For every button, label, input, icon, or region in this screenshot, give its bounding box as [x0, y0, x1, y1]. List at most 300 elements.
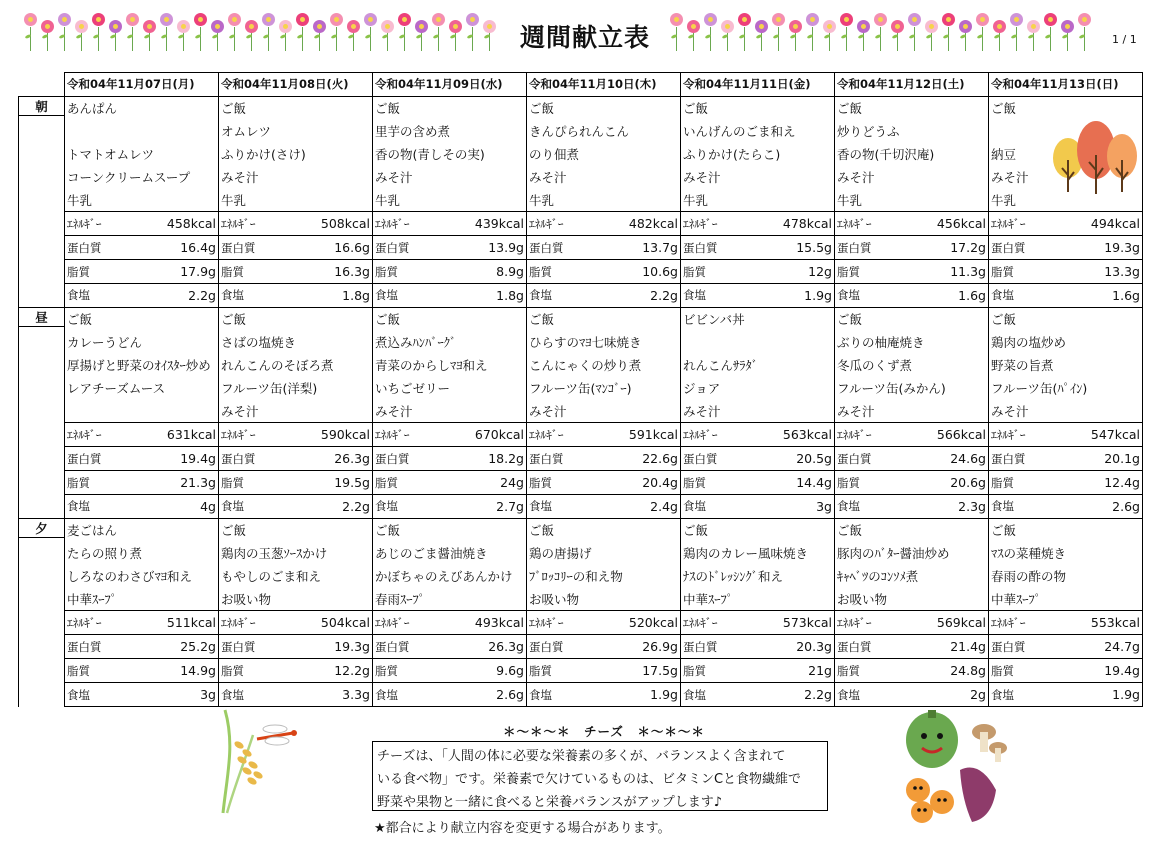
salt-value: 2.3g — [911, 495, 989, 519]
dish-item: お吸い物 — [219, 588, 373, 611]
flower-icon — [209, 10, 226, 52]
dish-item: 香の物(青しその実) — [373, 143, 527, 166]
energy-label: ｴﾈﾙｷﾞｰ — [219, 423, 295, 447]
salt-value: 1.6g — [1065, 284, 1143, 308]
protein-value: 18.2g — [449, 447, 527, 471]
dish-item: 牛乳 — [989, 188, 1143, 211]
fat-value: 20.6g — [911, 471, 989, 495]
dish-item: みそ汁 — [527, 166, 681, 189]
energy-value: 494kcal — [1065, 212, 1143, 236]
fat-label: 脂質 — [835, 260, 911, 284]
energy-label: ｴﾈﾙｷﾞｰ — [681, 423, 757, 447]
protein-value: 24.7g — [1065, 635, 1143, 659]
energy-value: 456kcal — [911, 212, 989, 236]
energy-value: 573kcal — [757, 611, 835, 635]
salt-value: 2.6g — [449, 683, 527, 707]
protein-value: 25.2g — [141, 635, 219, 659]
flower-icon — [804, 10, 821, 52]
salt-value: 2.6g — [1065, 495, 1143, 519]
fat-value: 14.9g — [141, 659, 219, 683]
energy-value: 458kcal — [141, 212, 219, 236]
dish-item: ご飯 — [989, 96, 1143, 119]
flower-icon — [702, 10, 719, 52]
protein-value: 20.5g — [757, 447, 835, 471]
dish-item: れんこんｻﾗﾀﾞ — [681, 354, 835, 377]
dish-item: 鶏肉の玉葱ｿｰｽかけ — [219, 542, 373, 565]
meal-label-cell — [19, 96, 65, 307]
dish-item: みそ汁 — [373, 166, 527, 189]
flower-icon — [872, 10, 889, 52]
dish-item: フルーツ缶(みかん) — [835, 377, 989, 400]
protein-label: 蛋白質 — [835, 635, 911, 659]
flower-icon — [906, 10, 923, 52]
flower-icon — [243, 10, 260, 52]
energy-label: ｴﾈﾙｷﾞｰ — [65, 423, 141, 447]
fat-value: 20.4g — [603, 471, 681, 495]
salt-label: 食塩 — [527, 495, 603, 519]
day-header: 令和04年11月07日(月) — [65, 73, 219, 97]
dish-item: 鶏の唐揚げ — [527, 542, 681, 565]
flower-icon — [379, 10, 396, 52]
flower-icon — [719, 10, 736, 52]
flower-border-left — [22, 10, 498, 52]
flower-icon — [158, 10, 175, 52]
dish-item: みそ汁 — [835, 399, 989, 422]
protein-label: 蛋白質 — [373, 236, 449, 260]
protein-value: 26.3g — [295, 447, 373, 471]
energy-value: 482kcal — [603, 212, 681, 236]
salt-value: 3.3g — [295, 683, 373, 707]
salt-value: 1.6g — [911, 284, 989, 308]
energy-label: ｴﾈﾙｷﾞｰ — [65, 212, 141, 236]
dish-item: ご飯 — [681, 96, 835, 119]
fat-label: 脂質 — [989, 471, 1065, 495]
energy-label: ｴﾈﾙｷﾞｰ — [373, 212, 449, 236]
energy-label: ｴﾈﾙｷﾞｰ — [527, 611, 603, 635]
dish-item: 中華ｽｰﾌﾟ — [65, 588, 219, 611]
fat-value: 14.4g — [757, 471, 835, 495]
dish-item: こんにゃくの炒り煮 — [527, 354, 681, 377]
flower-icon — [362, 10, 379, 52]
salt-value: 2.7g — [449, 495, 527, 519]
dish-item: ご飯 — [65, 307, 219, 330]
fat-label: 脂質 — [681, 659, 757, 683]
fat-label: 脂質 — [373, 659, 449, 683]
protein-value: 13.7g — [603, 236, 681, 260]
dish-item: みそ汁 — [989, 399, 1143, 422]
flower-icon — [838, 10, 855, 52]
flower-icon — [124, 10, 141, 52]
protein-label: 蛋白質 — [65, 447, 141, 471]
flower-icon — [430, 10, 447, 52]
dish-item: 春雨の酢の物 — [989, 565, 1143, 588]
salt-label: 食塩 — [681, 683, 757, 707]
dish-item: あじのごま醤油焼き — [373, 542, 527, 565]
fat-label: 脂質 — [989, 659, 1065, 683]
energy-label: ｴﾈﾙｷﾞｰ — [373, 423, 449, 447]
flower-icon — [1059, 10, 1076, 52]
dish-item: ジョア — [681, 377, 835, 400]
energy-label: ｴﾈﾙｷﾞｰ — [989, 423, 1065, 447]
fat-label: 脂質 — [835, 471, 911, 495]
energy-value: 439kcal — [449, 212, 527, 236]
flower-icon — [668, 10, 685, 52]
dish-item: 鶏肉のカレー風味焼き — [681, 542, 835, 565]
dish-item: お吸い物 — [527, 588, 681, 611]
salt-label: 食塩 — [527, 284, 603, 308]
dish-item: ご飯 — [219, 518, 373, 541]
fat-label: 脂質 — [373, 471, 449, 495]
dish-item: ご飯 — [219, 96, 373, 119]
energy-value: 591kcal — [603, 423, 681, 447]
fat-label: 脂質 — [65, 471, 141, 495]
flower-icon — [311, 10, 328, 52]
energy-value: 563kcal — [757, 423, 835, 447]
flower-icon — [107, 10, 124, 52]
fat-value: 13.3g — [1065, 260, 1143, 284]
energy-value: 590kcal — [295, 423, 373, 447]
flower-icon — [787, 10, 804, 52]
dish-item: フルーツ缶(洋梨) — [219, 377, 373, 400]
protein-value: 13.9g — [449, 236, 527, 260]
salt-value: 1.9g — [603, 683, 681, 707]
flower-icon — [1025, 10, 1042, 52]
day-header: 令和04年11月08日(火) — [219, 73, 373, 97]
rice-and-dragonfly-icon — [195, 705, 305, 815]
flower-icon — [345, 10, 362, 52]
dish-item: ご飯 — [219, 307, 373, 330]
meal-label: 朝 — [19, 97, 64, 116]
energy-label: ｴﾈﾙｷﾞｰ — [219, 611, 295, 635]
energy-value: 547kcal — [1065, 423, 1143, 447]
fat-value: 8.9g — [449, 260, 527, 284]
dish-item: 牛乳 — [65, 188, 219, 211]
dish-item: みそ汁 — [681, 399, 835, 422]
fat-label: 脂質 — [65, 659, 141, 683]
protein-label: 蛋白質 — [681, 635, 757, 659]
protein-value: 17.2g — [911, 236, 989, 260]
salt-value: 2.2g — [757, 683, 835, 707]
flower-icon — [260, 10, 277, 52]
dish-item: みそ汁 — [219, 166, 373, 189]
flower-icon — [90, 10, 107, 52]
flower-icon — [22, 10, 39, 52]
salt-value: 1.8g — [295, 284, 373, 308]
dish-item: ご飯 — [527, 96, 681, 119]
salt-label: 食塩 — [219, 284, 295, 308]
table-corner — [19, 73, 65, 97]
dish-item — [65, 120, 219, 143]
flower-icon — [974, 10, 991, 52]
salt-label: 食塩 — [65, 495, 141, 519]
dish-item: 春雨ｽｰﾌﾟ — [373, 588, 527, 611]
energy-value: 553kcal — [1065, 611, 1143, 635]
fat-value: 17.5g — [603, 659, 681, 683]
salt-label: 食塩 — [373, 284, 449, 308]
meal-label-cell — [19, 518, 65, 706]
protein-value: 19.4g — [141, 447, 219, 471]
energy-value: 569kcal — [911, 611, 989, 635]
footer-note: ★都合により献立内容を変更する場合があります。 — [374, 821, 671, 836]
fat-label: 脂質 — [65, 260, 141, 284]
protein-label: 蛋白質 — [681, 236, 757, 260]
salt-value: 3g — [757, 495, 835, 519]
dish-item: れんこんのそぼろ煮 — [219, 354, 373, 377]
fat-value: 21g — [757, 659, 835, 683]
energy-label: ｴﾈﾙｷﾞｰ — [681, 212, 757, 236]
fat-value: 12g — [757, 260, 835, 284]
note-box — [372, 741, 828, 811]
dish-item: みそ汁 — [219, 399, 373, 422]
flower-icon — [39, 10, 56, 52]
flower-icon — [940, 10, 957, 52]
dish-item: 煮込みﾊﾝﾊﾞｰｸﾞ — [373, 331, 527, 354]
flower-icon — [855, 10, 872, 52]
dish-item: さばの塩焼き — [219, 331, 373, 354]
fat-label: 脂質 — [989, 260, 1065, 284]
dish-item: しろなのわさびﾏﾖ和え — [65, 565, 219, 588]
day-header: 令和04年11月12日(土) — [835, 73, 989, 97]
day-header: 令和04年11月10日(木) — [527, 73, 681, 97]
protein-value: 19.3g — [1065, 236, 1143, 260]
fat-label: 脂質 — [681, 260, 757, 284]
protein-value: 20.1g — [1065, 447, 1143, 471]
energy-label: ｴﾈﾙｷﾞｰ — [527, 212, 603, 236]
flower-icon — [328, 10, 345, 52]
salt-label: 食塩 — [989, 284, 1065, 308]
flower-icon — [736, 10, 753, 52]
flower-icon — [991, 10, 1008, 52]
fat-value: 24g — [449, 471, 527, 495]
flower-icon — [1076, 10, 1093, 52]
salt-label: 食塩 — [65, 284, 141, 308]
flower-icon — [294, 10, 311, 52]
dish-item: ご飯 — [373, 307, 527, 330]
protein-value: 24.6g — [911, 447, 989, 471]
dish-item: オムレツ — [219, 120, 373, 143]
dish-item: ひらすのﾏﾖ七味焼き — [527, 331, 681, 354]
protein-value: 16.6g — [295, 236, 373, 260]
dish-item: 炒りどうふ — [835, 120, 989, 143]
flower-icon — [73, 10, 90, 52]
protein-label: 蛋白質 — [527, 635, 603, 659]
energy-value: 508kcal — [295, 212, 373, 236]
dish-item: ご飯 — [527, 518, 681, 541]
flower-icon — [277, 10, 294, 52]
dish-item: 納豆 — [989, 143, 1143, 166]
fat-value: 16.3g — [295, 260, 373, 284]
fat-value: 11.3g — [911, 260, 989, 284]
dish-item: ご飯 — [835, 307, 989, 330]
autumn-trees-icon — [1050, 120, 1140, 195]
flower-icon — [396, 10, 413, 52]
fat-label: 脂質 — [835, 659, 911, 683]
salt-value: 2.4g — [603, 495, 681, 519]
dish-item: 牛乳 — [527, 188, 681, 211]
fat-label: 脂質 — [527, 659, 603, 683]
meal-label-cell — [19, 307, 65, 518]
dish-item: ぶりの柚庵焼き — [835, 331, 989, 354]
dish-item: あんぱん — [65, 96, 219, 119]
flower-icon — [175, 10, 192, 52]
salt-value: 2g — [911, 683, 989, 707]
dish-item: 豚肉のﾊﾞﾀｰ醤油炒め — [835, 542, 989, 565]
vegetables-icon — [900, 710, 1010, 825]
dish-item: きんぴられんこん — [527, 120, 681, 143]
dish-item: トマトオムレツ — [65, 143, 219, 166]
dish-item: ﾏｽの菜種焼き — [989, 542, 1143, 565]
flower-icon — [226, 10, 243, 52]
protein-label: 蛋白質 — [373, 635, 449, 659]
dish-item: のり佃煮 — [527, 143, 681, 166]
dish-item: フルーツ缶(ﾊﾟｲﾝ) — [989, 377, 1143, 400]
protein-value: 22.6g — [603, 447, 681, 471]
protein-label: 蛋白質 — [527, 447, 603, 471]
protein-value: 19.3g — [295, 635, 373, 659]
salt-value: 4g — [141, 495, 219, 519]
page-title: 週間献立表 — [519, 23, 650, 52]
protein-label: 蛋白質 — [527, 236, 603, 260]
salt-value: 2.2g — [603, 284, 681, 308]
protein-value: 15.5g — [757, 236, 835, 260]
fat-label: 脂質 — [527, 471, 603, 495]
dish-item: いんげんのごま和え — [681, 120, 835, 143]
protein-value: 20.3g — [757, 635, 835, 659]
note-line: チーズは、「人間の体に必要な栄養素の多くが、バランスよく含まれて — [377, 749, 786, 764]
dish-item: みそ汁 — [835, 166, 989, 189]
protein-label: 蛋白質 — [835, 236, 911, 260]
dish-item: ご飯 — [681, 518, 835, 541]
dish-item: ふりかけ(たらこ) — [681, 143, 835, 166]
dish-item: みそ汁 — [989, 166, 1143, 189]
dish-item: いちごゼリー — [373, 377, 527, 400]
note-line: いる食べ物」です。栄養素で欠けているものは、ビタミンCと食物繊維で — [377, 772, 802, 787]
fat-value: 19.5g — [295, 471, 373, 495]
protein-label: 蛋白質 — [219, 635, 295, 659]
flower-icon — [56, 10, 73, 52]
dish-item: 鶏肉の塩炒め — [989, 331, 1143, 354]
salt-label: 食塩 — [373, 683, 449, 707]
dish-item: 野菜の旨煮 — [989, 354, 1143, 377]
flower-icon — [1042, 10, 1059, 52]
dish-item: ｷｬﾍﾞﾂのｺﾝｿﾒ煮 — [835, 565, 989, 588]
protein-label: 蛋白質 — [373, 447, 449, 471]
energy-value: 478kcal — [757, 212, 835, 236]
dish-item: かぼちゃのえびあんかけ — [373, 565, 527, 588]
salt-label: 食塩 — [835, 284, 911, 308]
protein-label: 蛋白質 — [65, 635, 141, 659]
weekly-menu-table — [18, 72, 1143, 707]
dish-item: フルーツ缶(ﾏﾝｺﾞｰ) — [527, 377, 681, 400]
dish-item: 牛乳 — [835, 188, 989, 211]
flower-icon — [481, 10, 498, 52]
fat-value: 9.6g — [449, 659, 527, 683]
dish-item — [681, 331, 835, 354]
note-title: ＊～＊～＊ チーズ ＊～＊～＊ — [503, 724, 705, 739]
dish-item: みそ汁 — [373, 399, 527, 422]
fat-value: 10.6g — [603, 260, 681, 284]
dish-item: たらの照り煮 — [65, 542, 219, 565]
salt-label: 食塩 — [989, 683, 1065, 707]
energy-label: ｴﾈﾙｷﾞｰ — [373, 611, 449, 635]
dish-item: 香の物(千切沢庵) — [835, 143, 989, 166]
fat-value: 19.4g — [1065, 659, 1143, 683]
salt-label: 食塩 — [373, 495, 449, 519]
energy-value: 566kcal — [911, 423, 989, 447]
page-number: 1 / 1 — [1112, 33, 1137, 46]
energy-label: ｴﾈﾙｷﾞｰ — [681, 611, 757, 635]
day-header: 令和04年11月13日(日) — [989, 73, 1143, 97]
dish-item: 牛乳 — [373, 188, 527, 211]
fat-label: 脂質 — [681, 471, 757, 495]
flower-icon — [413, 10, 430, 52]
salt-value: 1.9g — [757, 284, 835, 308]
dish-item: ご飯 — [835, 96, 989, 119]
protein-value: 16.4g — [141, 236, 219, 260]
dish-item: ご飯 — [373, 96, 527, 119]
salt-label: 食塩 — [219, 495, 295, 519]
salt-label: 食塩 — [989, 495, 1065, 519]
flower-icon — [192, 10, 209, 52]
salt-label: 食塩 — [835, 683, 911, 707]
energy-label: ｴﾈﾙｷﾞｰ — [219, 212, 295, 236]
fat-value: 21.3g — [141, 471, 219, 495]
flower-icon — [1008, 10, 1025, 52]
salt-value: 1.9g — [1065, 683, 1143, 707]
dish-item: ﾅｽのﾄﾞﾚｯｼﾝｸﾞ和え — [681, 565, 835, 588]
flower-icon — [770, 10, 787, 52]
dish-item: ご飯 — [373, 518, 527, 541]
salt-value: 2.2g — [141, 284, 219, 308]
energy-label: ｴﾈﾙｷﾞｰ — [989, 611, 1065, 635]
flower-icon — [447, 10, 464, 52]
flower-icon — [141, 10, 158, 52]
dish-item: ご飯 — [835, 518, 989, 541]
protein-label: 蛋白質 — [989, 236, 1065, 260]
fat-value: 24.8g — [911, 659, 989, 683]
dish-item: 牛乳 — [219, 188, 373, 211]
dish-item: カレーうどん — [65, 331, 219, 354]
fat-label: 脂質 — [219, 260, 295, 284]
protein-value: 21.4g — [911, 635, 989, 659]
flower-border-right — [668, 10, 1093, 52]
salt-label: 食塩 — [681, 495, 757, 519]
protein-value: 26.9g — [603, 635, 681, 659]
dish-item: お吸い物 — [835, 588, 989, 611]
fat-value: 17.9g — [141, 260, 219, 284]
energy-value: 520kcal — [603, 611, 681, 635]
salt-value: 2.2g — [295, 495, 373, 519]
protein-label: 蛋白質 — [989, 635, 1065, 659]
dish-item: 麦ごはん — [65, 518, 219, 541]
energy-label: ｴﾈﾙｷﾞｰ — [65, 611, 141, 635]
fat-value: 12.4g — [1065, 471, 1143, 495]
protein-label: 蛋白質 — [65, 236, 141, 260]
energy-value: 511kcal — [141, 611, 219, 635]
energy-value: 631kcal — [141, 423, 219, 447]
salt-label: 食塩 — [835, 495, 911, 519]
flower-icon — [821, 10, 838, 52]
meal-label: 夕 — [19, 519, 64, 538]
dish-item: もやしのごま和え — [219, 565, 373, 588]
day-header: 令和04年11月11日(金) — [681, 73, 835, 97]
energy-label: ｴﾈﾙｷﾞｰ — [835, 212, 911, 236]
energy-value: 670kcal — [449, 423, 527, 447]
dish-item: 厚揚げと野菜のｵｲｽﾀｰ炒め — [65, 354, 219, 377]
dish-item: 里芋の含め煮 — [373, 120, 527, 143]
dish-item: 中華ｽｰﾌﾟ — [989, 588, 1143, 611]
energy-label: ｴﾈﾙｷﾞｰ — [527, 423, 603, 447]
